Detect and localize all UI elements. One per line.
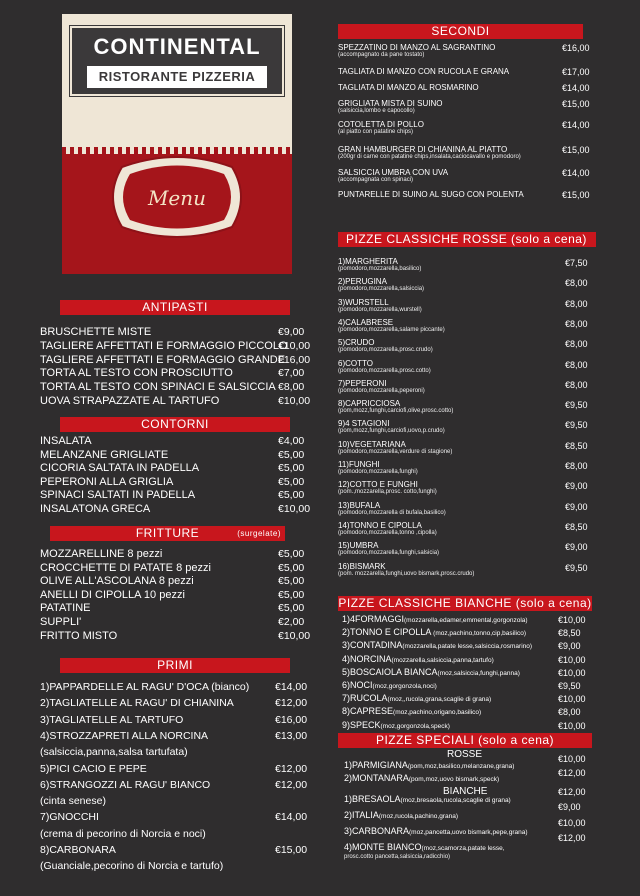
pizze-rosse-header: PIZZE CLASSICHE ROSSE (solo a cena) <box>338 232 596 247</box>
pizza-speciale-ingredients: (moz,pancetta,uovo bismark,pepe,grana) <box>409 829 528 836</box>
pizza-rossa-ingredients: (pom. mozzarella,funghi,uovo bismark,prosc.crudo) <box>338 570 475 577</box>
pizza-rossa-item <box>338 480 437 496</box>
pizza-bianca-name: 3)CONTADINA <box>342 640 403 651</box>
pizza-rossa-item <box>338 501 446 517</box>
primi-item-price: €14,00 <box>275 811 308 824</box>
secondi-item-price: €14,00 <box>562 83 590 93</box>
pizza-rossa-ingredients: (pom,mozz,funghi,carciofi,olive,prosc.cotto) <box>338 408 454 415</box>
contorni-item-price: €5,00 <box>278 489 305 502</box>
contorni-item-name: MELANZANE GRIGLIATE <box>40 448 169 461</box>
primi-item-name: 8)CARBONARA <box>40 844 116 856</box>
pizza-bianca-price: €10,00 <box>558 720 586 731</box>
contorni-item-price: €4,00 <box>278 435 305 447</box>
pizza-speciale-bianca <box>344 794 511 806</box>
pizza-bianca-name: 5)BOSCAIOLA BIANCA <box>342 666 438 677</box>
pizza-speciale-price: €12,00 <box>558 787 586 797</box>
primi-item-name: 7)GNOCCHI <box>40 811 99 824</box>
pizza-bianca-price: €9,50 <box>558 681 581 691</box>
pizza-bianca-item <box>342 667 520 679</box>
fritture-item-price: €5,00 <box>278 575 305 588</box>
pizza-rossa-item <box>338 277 424 293</box>
pizza-bianca-price: €10,00 <box>558 667 586 678</box>
pizza-speciale-name: 1)BRESAOLA <box>344 794 401 804</box>
pizza-bianca-ingredients: (moz,,rucola,grana,scaglie di grana) <box>387 696 492 704</box>
contorni-item-name: INSALATONA GRECA <box>40 503 151 515</box>
pizza-bianca-name: 2)TONNO E CIPOLLA <box>342 627 432 638</box>
pizza-rossa-name: 10)VEGETARIANA <box>338 439 406 449</box>
antipasti-item-name: TORTA AL TESTO CON SPINACI E SALSICCIA <box>40 381 276 394</box>
secondi-item-price: €15,00 <box>562 145 590 155</box>
pizza-rossa-name: 3)WURSTELL <box>338 297 389 307</box>
pizza-rossa-price: €8,00 <box>565 379 588 390</box>
pizza-bianca-name: 7)RUCOLA <box>342 693 388 704</box>
pizza-rossa-item <box>338 562 474 578</box>
antipasti-item-price: €9,00 <box>278 326 305 338</box>
secondi-item-name: SPEZZATINO DI MANZO AL SAGRANTINO <box>338 43 496 52</box>
pizza-rossa-name: 11)FUNGHI <box>338 460 380 469</box>
primi-item-name: (Guanciale,pecorino di Norcia e tartufo) <box>40 860 224 873</box>
pizza-rossa-name: 4)CALABRESE <box>338 317 394 327</box>
pizza-bianca-ingredients: (moz,gorgonzola,noci) <box>372 683 437 690</box>
secondi-item-name: PUNTARELLE DI SUINO AL SUGO CON POLENTA <box>338 190 524 199</box>
primi-item-price: €16,00 <box>275 713 308 726</box>
pizza-rossa-name: 16)BISMARK <box>338 561 386 571</box>
secondi-item-name: GRIGLIATA MISTA DI SUINO <box>338 99 443 108</box>
contorni-item-price: €5,00 <box>278 475 305 488</box>
pizza-rossa-ingredients: (pomodoro,mozzarella,prosc.cotto) <box>338 367 431 374</box>
pizza-rossa-item <box>338 379 425 395</box>
contorni-item-name: CICORIA SALTATA IN PADELLA <box>40 462 200 475</box>
pizza-rossa-price: €8,00 <box>565 318 588 329</box>
secondi-item-ingredients: (accompagnato da pane tostato) <box>338 52 425 58</box>
contorni-header: CONTORNI <box>60 417 290 432</box>
pizza-bianca-item <box>342 654 494 666</box>
pizza-bianca-ingredients: (moz,salsiccia,funghi,panna) <box>437 669 520 677</box>
pizza-speciale-ingredients: (pom,moz,uovo bismark,speck) <box>408 776 500 783</box>
pizza-bianca-price: €10,00 <box>558 615 586 625</box>
secondi-item-ingredients: (al piatto con patatine chips) <box>338 129 414 135</box>
pizza-rossa-item <box>338 521 437 537</box>
pizza-rossa-item <box>338 541 439 557</box>
secondi-item-price: €16,00 <box>562 43 590 53</box>
pizza-speciale-price: €10,00 <box>558 754 586 764</box>
pizza-bianca-price: €9,00 <box>558 641 581 652</box>
secondi-item-name: GRAN HAMBURGER DI CHIANINA AL PIATTO <box>338 145 508 154</box>
pizza-speciale-price: €12,00 <box>558 768 586 778</box>
primi-item-name: 6)STRANGOZZI AL RAGU' BIANCO <box>40 778 211 791</box>
pizza-rossa-item <box>338 460 418 476</box>
contorni-item-name: PEPERONI ALLA GRIGLIA <box>40 475 174 488</box>
pizza-rossa-ingredients: (pomodoro,mozzarella di bufala,basilico) <box>338 509 446 516</box>
pizza-rossa-ingredients: (pomodoro,mozzarella,verdure di stagione) <box>338 448 453 455</box>
contorni-item-price: €10,00 <box>278 503 311 515</box>
speciali-rosse-label: ROSSE <box>447 749 483 760</box>
primi-item-price: €14,00 <box>275 681 308 693</box>
primi-item-name: 2)TAGLIATELLE AL RAGU' DI CHIANINA <box>40 697 234 710</box>
pizza-rossa-price: €8,50 <box>565 440 588 451</box>
secondi-item <box>338 43 495 59</box>
pizza-speciale-price: €9,00 <box>558 802 581 812</box>
pizza-bianca-ingredients: (mozzarella,salsiccia,panna,tartufo) <box>391 656 494 664</box>
pizza-rossa-ingredients: (pomodoro,mozzarella,prosc.crudo) <box>338 347 433 354</box>
primi-item-name: (cinta senese) <box>40 795 106 808</box>
pizza-rossa-item <box>338 298 422 314</box>
restaurant-subtitle: RISTORANTE PIZZERIA <box>87 66 267 88</box>
pizza-rossa-item <box>338 419 445 435</box>
pizza-speciale-ingredients: (pom,moz,basilico,melanzane,grana) <box>407 763 515 770</box>
secondi-item <box>338 190 524 199</box>
secondi-item-name: TAGLIATA DI MANZO AL ROSMARINO <box>338 83 479 92</box>
fritture-item-name: MOZZARELLINE 8 pezzi <box>40 548 163 560</box>
contorni-item-price: €5,00 <box>278 462 305 475</box>
pizza-rossa-name: 15)UMBRA <box>338 541 379 551</box>
fritture-item-name: SUPPLI' <box>40 616 82 628</box>
pizza-rossa-name: 12)COTTO E FUNGHI <box>338 480 418 490</box>
pizza-rossa-ingredients: (pomodoro,mozzarella,salame piccante) <box>338 326 445 333</box>
menu-badge <box>102 147 252 247</box>
antipasti-header: ANTIPASTI <box>60 300 290 315</box>
pizza-bianca-item <box>342 614 528 626</box>
pizza-speciale-price: €10,00 <box>558 818 586 828</box>
antipasti-item-price: €10,00 <box>278 339 311 352</box>
antipasti-item-name: BRUSCHETTE MISTE <box>40 326 152 338</box>
pizza-rossa-price: €8,00 <box>565 461 588 471</box>
secondi-item-name: SALSICCIA UMBRA CON UVA <box>338 168 449 177</box>
pizza-rossa-price: €8,50 <box>565 521 588 532</box>
pizza-bianca-item <box>342 706 481 718</box>
antipasti-item-name: TAGLIERE AFFETTATI E FORMAGGIO GRANDE <box>40 353 286 366</box>
secondi-item <box>338 168 448 184</box>
pizza-rossa-ingredients: (pomodoro,mozzarella,funghi,salsicia) <box>338 550 440 557</box>
pizza-speciale-name: 3)CARBONARA <box>344 826 410 836</box>
pizza-bianca-name: 1)4FORMAGGI <box>342 614 405 624</box>
pizza-rossa-item <box>338 318 445 334</box>
pizza-rossa-price: €9,00 <box>565 501 588 512</box>
primi-item-name: (crema di pecorino di Norcia e noci) <box>40 827 206 840</box>
pizza-speciale-name: 4)MONTE BIANCO <box>344 842 422 852</box>
secondi-header: SECONDI <box>338 24 583 39</box>
pizza-rossa-price: €9,50 <box>565 400 588 411</box>
fritture-item-price: €2,00 <box>278 616 305 628</box>
pizza-rossa-item <box>338 338 433 354</box>
pizza-rossa-item <box>338 399 453 415</box>
pizza-rossa-ingredients: (pom,mozz,funghi,carciofi,uovo,p.crudo) <box>338 428 445 435</box>
fritture-item-name: OLIVE ALL'ASCOLANA 8 pezzi <box>40 575 194 588</box>
menu-cover <box>62 14 292 274</box>
secondi-item-ingredients: (salsiccia,lombo e capocollo) <box>338 108 415 114</box>
pizza-rossa-name: 13)BUFALA <box>338 500 381 510</box>
primi-item-price: €12,00 <box>275 762 308 775</box>
primi-item-name: 5)PICI CACIO E PEPE <box>40 762 147 775</box>
pizze-speciali-header: PIZZE SPECIALI (solo a cena) <box>338 733 592 748</box>
pizza-bianca-item <box>342 627 526 639</box>
pizza-speciale-ingredients: (moz,scamorza,patate lesse, <box>421 845 505 852</box>
pizza-rossa-price: €8,00 <box>565 339 588 350</box>
fritture-note: (surgelate) <box>237 529 281 538</box>
antipasti-item-name: TAGLIERE AFFETTATI E FORMAGGIO PICCOLO <box>40 339 288 352</box>
primi-item-price: €15,00 <box>275 844 308 856</box>
secondi-item-price: €17,00 <box>562 67 590 77</box>
fritture-item-price: €5,00 <box>278 588 305 601</box>
pizza-bianca-ingredients: (mozzarella,edamer,emmental,gorgonzola) <box>404 617 528 624</box>
primi-item-price: €13,00 <box>275 729 308 742</box>
antipasti-item-price: €10,00 <box>278 395 311 407</box>
secondi-item-price: €15,00 <box>562 190 590 200</box>
pizza-rossa-price: €8,00 <box>565 298 588 309</box>
pizza-bianca-name: 6)NOCI <box>342 680 373 690</box>
pizza-rossa-ingredients: (pomodoro,mozzarella,funghi) <box>338 469 418 475</box>
antipasti-item-price: €16,00 <box>278 353 311 366</box>
pizza-bianca-name: 9)SPECK <box>342 719 381 730</box>
pizza-rossa-price: €8,00 <box>565 278 588 289</box>
secondi-item-name: TAGLIATA DI MANZO CON RUCOLA E GRANA <box>338 67 510 76</box>
pizza-rossa-price: €9,00 <box>565 481 588 492</box>
pizza-rossa-ingredients: (pomodoro,mozzarella,peperoni) <box>338 387 425 394</box>
secondi-item <box>338 83 479 92</box>
fritture-item-name: CROCCHETTE DI PATATE 8 pezzi <box>40 561 211 574</box>
contorni-item-name: INSALATA <box>40 435 92 447</box>
restaurant-name: CONTINENTAL <box>93 34 261 59</box>
antipasti-item-name: TORTA AL TESTO CON PROSCIUTTO <box>40 367 233 380</box>
pizza-rossa-price: €9,00 <box>565 542 588 553</box>
pizza-rossa-name: 5)CRUDO <box>338 338 375 348</box>
pizza-bianca-item <box>342 680 437 692</box>
secondi-item-ingredients: (accompagnata con spinaci) <box>338 177 414 183</box>
pizza-rossa-price: €7,50 <box>565 258 588 268</box>
pizza-rossa-name: 6)COTTO <box>338 358 373 368</box>
pizza-rossa-ingredients: (pom.,mozzarella,prosc. cotto,funghi) <box>338 489 437 496</box>
secondi-item-price: €14,00 <box>562 120 590 130</box>
pizza-rossa-item <box>338 359 431 375</box>
pizza-rossa-name: 1)MARGHERITA <box>338 257 398 266</box>
secondi-item-price: €15,00 <box>562 99 590 109</box>
pizza-bianca-price: €8,50 <box>558 628 581 639</box>
primi-item-price: €12,00 <box>275 697 308 710</box>
pizza-speciale-price: €12,00 <box>558 833 586 843</box>
pizza-speciale-rossa <box>344 760 514 772</box>
pizza-speciale-rossa <box>344 773 499 785</box>
secondi-item <box>338 145 521 161</box>
pizza-rossa-price: €8,00 <box>565 359 588 370</box>
pizza-bianca-ingredients: (moz,pachino,origano,basilico) <box>393 709 482 717</box>
secondi-item <box>338 120 424 136</box>
primi-item-name: 3)TAGLIATELLE AL TARTUFO <box>40 713 184 726</box>
pizza-rossa-price: €9,50 <box>565 420 588 431</box>
fritture-item-name: ANELLI DI CIPOLLA 10 pezzi <box>40 588 185 601</box>
fritture-header: FRITTURE (surgelate) <box>50 526 285 541</box>
pizza-bianca-item <box>342 720 450 732</box>
menu-word: Menu <box>147 186 207 210</box>
pizza-bianca-price: €8,00 <box>558 707 581 718</box>
fritture-item-price: €5,00 <box>278 548 305 560</box>
pizza-speciale-bianca <box>344 810 458 822</box>
pizze-bianche-header: PIZZE CLASSICHE BIANCHE (solo a cena) <box>338 596 592 610</box>
pizza-speciale-ingredients-2: prosc.cotto pancetta,salsiccia,radicchio) <box>344 854 451 860</box>
pizza-rossa-item <box>338 257 421 273</box>
pizza-rossa-name: 7)PEPERONI <box>338 378 387 388</box>
pizza-bianca-item <box>342 640 532 652</box>
pizza-bianca-ingredients: (moz,gorgonzola,speck) <box>380 722 450 730</box>
pizza-rossa-item <box>338 440 452 456</box>
contorni-item-name: SPINACI SALTATI IN PADELLA <box>40 489 196 502</box>
primi-header: PRIMI <box>60 658 290 673</box>
pizza-rossa-price: €9,50 <box>565 562 588 573</box>
antipasti-item-price: €8,00 <box>278 381 305 394</box>
pizza-rossa-name: 9)4 STAGIONI <box>338 419 390 429</box>
pizza-bianca-ingredients: (moz,pachino,tonno,cip,basilico) <box>431 630 527 638</box>
secondi-item <box>338 67 509 76</box>
secondi-item-name: COTOLETTA DI POLLO <box>338 120 424 129</box>
pizza-bianca-ingredients: (mozzarella,patate lesse,salsiccia,rosmarino) <box>402 643 533 651</box>
pizza-bianca-name: 4)NORCINA <box>342 653 392 664</box>
fritture-item-price: €10,00 <box>278 629 311 642</box>
pizza-bianca-name: 8)CAPRESE <box>342 706 394 717</box>
secondi-item-ingredients: (200gr di carne con patatine chips,insalata,caciocavallo e pomodoro) <box>338 154 521 160</box>
primi-item-name: 1)PAPPARDELLE AL RAGU' D'OCA (bianco) <box>40 681 250 693</box>
antipasti-item-name: UOVA STRAPAZZATE AL TARTUFO <box>40 395 220 407</box>
pizza-rossa-name: 14)TONNO E CIPOLLA <box>338 520 422 530</box>
pizza-speciale-name: 2)ITALIA <box>344 810 379 820</box>
pizza-rossa-ingredients: (pomodoro,mozzarella,salsiccia) <box>338 286 425 293</box>
fritture-item-price: €5,00 <box>278 561 305 574</box>
pizza-rossa-name: 8)CAPRICCIOSA <box>338 399 401 409</box>
primi-item-name: (salsiccia,panna,salsa tartufata) <box>40 746 188 759</box>
secondi-item-price: €14,00 <box>562 168 590 178</box>
pizza-speciale-name: 1)PARMIGIANA <box>344 760 408 770</box>
pizza-bianca-item <box>342 693 491 705</box>
secondi-item <box>338 99 442 115</box>
primi-item-name: 4)STROZZAPRETI ALLA NORCINA <box>40 729 209 742</box>
fritture-item-name: FRITTO MISTO <box>40 629 118 642</box>
pizza-speciale-bianca <box>344 826 528 838</box>
restaurant-logo <box>70 26 284 96</box>
pizza-bianca-price: €10,00 <box>558 654 586 665</box>
antipasti-item-price: €7,00 <box>278 367 305 380</box>
contorni-item-price: €5,00 <box>278 448 305 461</box>
pizza-speciale-name: 2)MONTANARA <box>344 773 409 783</box>
fritture-item-name: PATATINE <box>40 602 91 615</box>
pizza-rossa-ingredients: (pomodoro,mozzarella,tonno ,cipolla) <box>338 529 437 536</box>
pizza-rossa-ingredients: (pomodoro,mozzarella,basilico) <box>338 266 422 272</box>
primi-item-price: €12,00 <box>275 778 308 791</box>
pizza-rossa-name: 2)PERUGINA <box>338 277 387 287</box>
fritture-item-price: €5,00 <box>278 602 305 615</box>
pizza-speciale-ingredients: (moz,rucola,pachino,grana) <box>378 813 458 820</box>
pizza-speciale-bianca <box>344 842 505 861</box>
pizza-bianca-price: €10,00 <box>558 694 586 705</box>
speciali-bianche-label: BIANCHE <box>443 786 488 797</box>
pizza-rossa-ingredients: (pomodoro,mozzarella,wurstell) <box>338 306 422 313</box>
pizza-speciale-ingredients: (moz,bresaola,rucola,scaglie di grana) <box>400 797 511 804</box>
